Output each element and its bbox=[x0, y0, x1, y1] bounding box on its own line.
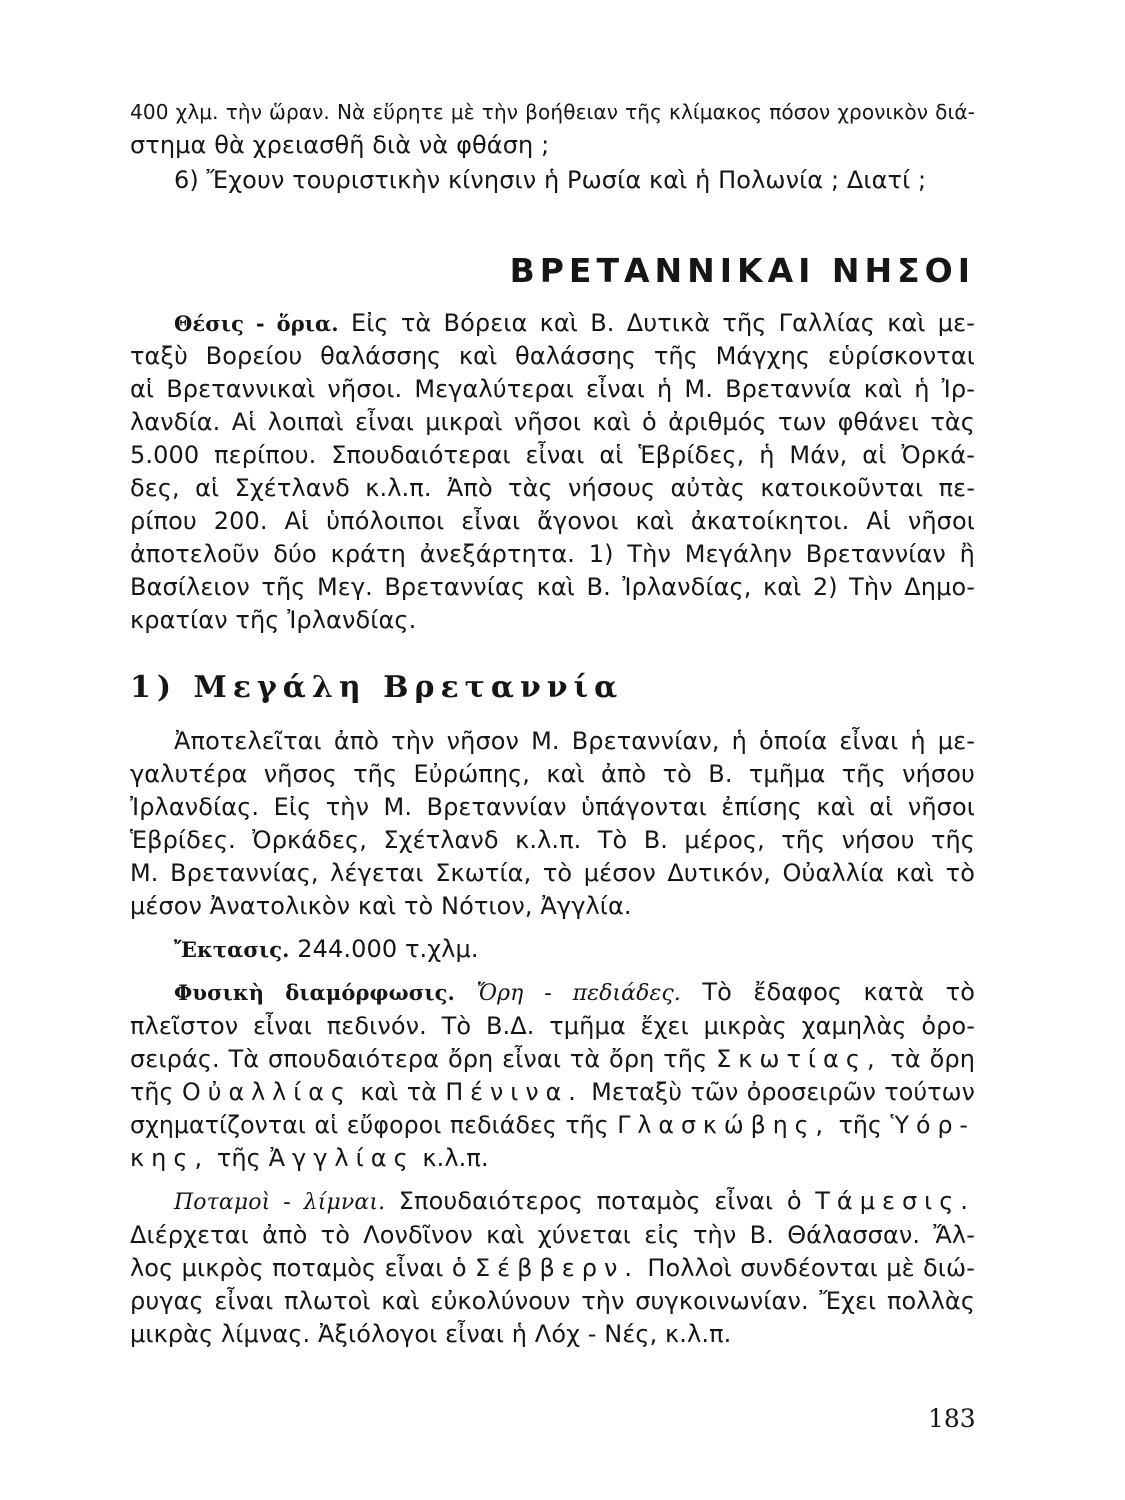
position-section bbox=[130, 307, 975, 637]
text-line: στημα θὰ χρειασθῆ διὰ νὰ φθάση ; bbox=[130, 131, 550, 159]
mountains-subheading: Ὄρη - πεδιάδες. bbox=[476, 981, 681, 1006]
area-value: 244.000 τ.χλμ. bbox=[297, 935, 479, 963]
text-run: τῆς bbox=[130, 1078, 174, 1106]
question-6: 6) Ἔχουν τουριστικὴν κίνησιν ἡ Ρωσία καὶ ἡ Πολωνία ; Διατί ; bbox=[174, 166, 927, 194]
text-line: Ἑβρίδες. Ὀρκάδες, Σχέτλανδ κ.λ.π. Τὸ Β. μέρος, τῆς νήσου τῆς bbox=[130, 826, 975, 854]
text-run: τῆς bbox=[838, 1111, 882, 1139]
text-line: κρατίαν τῆς Ἰρλανδίας. bbox=[130, 606, 417, 634]
text-line: 400 χλμ. τὴν ὥραν. Νὰ εὕρητε μὲ τὴν βοήθειαν τῆς κλίμακος πόσον χρονικὸν διά- bbox=[130, 100, 975, 124]
text-run: σχηματίζονται αἱ εὔφοροι πεδιάδες τῆς bbox=[130, 1111, 609, 1139]
text-line: μικρὰς λίμνας. Ἀξιόλογοι εἶναι ἡ Λόχ - Νές, κ.λ.π. bbox=[130, 1320, 732, 1348]
text-line: μέσον Ἀνατολικὸν καὶ τὸ Νότιον, Ἀγγλία. bbox=[130, 892, 632, 920]
text-line bbox=[130, 1252, 975, 1285]
text-line: πλεῖστον εἶναι πεδινόν. Τὸ Β.Δ. τμῆμα ἔχει μικρὰς χαμηλὰς ὀρο- bbox=[130, 1012, 975, 1040]
text-run: Μεταξὺ τῶν ὀροσειρῶν τούτων bbox=[591, 1078, 975, 1106]
text-line: δες, αἱ Σχέτλανδ κ.λ.π. Ἀπὸ τὰς νήσους αὐτὰς κατοικοῦνται πε- bbox=[130, 474, 975, 502]
section-title: 1) Μεγάλη Βρεταννία bbox=[130, 670, 624, 705]
text-line: ἀποτελοῦν δύο κράτη ἀνεξάρτητα. 1) Τὴν Μεγάλην Βρεταννίαν ἢ bbox=[130, 540, 975, 568]
text-line: Μ. Βρεταννίας, λέγεται Σκωτία, τὸ μέσον Δυτικόν, Οὐαλλία καὶ τὸ bbox=[130, 859, 975, 887]
text-line bbox=[130, 1109, 975, 1142]
text-line: Διέρχεται ἀπὸ τὸ Λονδῖνον καὶ χύνεται εἰς τὴν Β. Θάλασσαν. Ἄλ- bbox=[130, 1221, 975, 1249]
page-number: 183 bbox=[928, 1404, 976, 1433]
river-severn: Σέββερν. bbox=[475, 1254, 640, 1282]
text-line bbox=[130, 1142, 975, 1175]
intro-text bbox=[130, 96, 975, 197]
text-line: γαλυτέρα νῆσος τῆς Εὐρώπης, καὶ ἀπὸ τὸ Β. τμῆμα τῆς νήσου bbox=[130, 760, 975, 788]
text-line: Ἀποτελεῖται ἀπὸ τὴν νῆσον Μ. Βρεταννίαν, ἡ ὁποία εἶναι ἡ με- bbox=[174, 727, 975, 755]
text-line bbox=[130, 1076, 975, 1109]
text-run: καὶ τὰ bbox=[360, 1078, 437, 1106]
river-thames: Τάμεσις. bbox=[815, 1187, 975, 1215]
book-page bbox=[130, 96, 975, 1351]
rivers-subheading: Ποταμοὶ - λίμναι. bbox=[174, 1190, 386, 1215]
text-line: ρίπου 200. Αἱ ὑπόλοιποι εἶναι ἄγονοι καὶ ἀκατοίκητοι. Αἱ νῆσοι bbox=[130, 507, 975, 535]
text-run: σειράς. Τὰ σπουδαιότερα ὄρη εἶναι τὰ ὄρη τῆς bbox=[130, 1045, 708, 1073]
physical-first-line: Τὸ ἔδαφος κατὰ τὸ bbox=[702, 978, 975, 1006]
text-line bbox=[130, 1043, 975, 1076]
position-heading: Θέσις - ὅρια. bbox=[174, 311, 339, 336]
text-line: λανδία. Αἱ λοιπαὶ εἶναι μικραὶ νῆσοι καὶ ὁ ἀριθμός των φθάνει τὰς bbox=[130, 408, 975, 436]
text-line: 5.000 περίπου. Σπουδαιότεραι εἶναι αἱ Ἑβρίδες, ἡ Μάν, αἱ Ὀρκά- bbox=[130, 441, 975, 469]
place-pennines: Πένινα. bbox=[445, 1078, 583, 1106]
text-run: τῆς bbox=[216, 1144, 261, 1172]
physical-section bbox=[130, 976, 975, 1175]
text-line: ρυγας εἶναι πλωτοὶ καὶ εὐκολύνουν τὴν συγκοινωνίαν. Ἔχει πολλὰς bbox=[130, 1287, 975, 1315]
physical-heading: Φυσικὴ διαμόρφωσις. bbox=[174, 980, 455, 1005]
text-run: Σπουδαιότερος ποταμὸς εἶναι ὁ bbox=[398, 1187, 802, 1215]
rivers-section bbox=[130, 1185, 975, 1351]
place-york: Ὑόρ- bbox=[890, 1111, 975, 1139]
text-line: Βασίλειον τῆς Μεγ. Βρεταννίας καὶ Β. Ἰρλανδίας, καὶ 2) Τὴν Δημο- bbox=[130, 573, 975, 601]
position-first-line: Εἰς τὰ Βόρεια καὶ Β. Δυτικὰ τῆς Γαλλίας καὶ με- bbox=[350, 309, 975, 337]
text-run: λος μικρὸς ποταμὸς εἶναι ὁ bbox=[130, 1254, 467, 1282]
great-britain-paragraph bbox=[130, 725, 975, 923]
text-line: Ἰρλανδίας. Εἰς τὴν Μ. Βρεταννίαν ὑπάγονται ἐπίσης καὶ αἱ νῆσοι bbox=[130, 793, 975, 821]
area-line bbox=[130, 933, 975, 966]
text-line: ταξὺ Βορείου θαλάσσης καὶ θαλάσσης τῆς Μάγχης εὑρίσκονται bbox=[130, 342, 975, 370]
text-run: κ.λ.π. bbox=[422, 1144, 489, 1172]
chapter-title: ΒΡΕΤΑΝΝΙΚΑΙ ΝΗΣΟΙ bbox=[509, 251, 975, 290]
text-line bbox=[130, 307, 975, 340]
place-england: Ἀγγλίας bbox=[268, 1144, 415, 1172]
place-glasgow: Γλασκώβης, bbox=[617, 1111, 831, 1139]
text-run: τὰ ὄρη bbox=[890, 1045, 975, 1073]
text-run: Πολλοὶ συνδέονται μὲ διώ- bbox=[647, 1254, 975, 1282]
text-line: αἱ Βρεταννικαὶ νῆσοι. Μεγαλύτεραι εἶναι ἡ Μ. Βρεταννία καὶ ἡ Ἰρ- bbox=[130, 375, 975, 403]
place-wales: Οὐαλλίας bbox=[182, 1078, 352, 1106]
place-scotland: Σκωτίας, bbox=[716, 1045, 882, 1073]
text-line bbox=[130, 1185, 975, 1219]
place-york-cont: κης, bbox=[130, 1144, 210, 1172]
area-label: Ἔκτασις. bbox=[174, 937, 290, 962]
text-line bbox=[130, 976, 975, 1010]
